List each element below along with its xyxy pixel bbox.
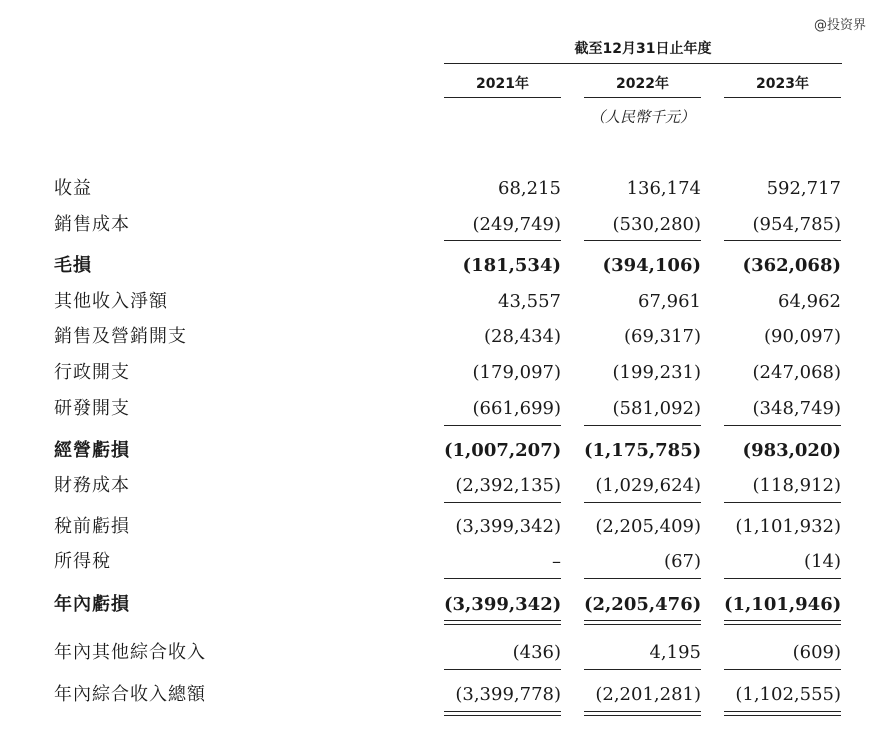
- subtotal-rule: [444, 502, 561, 503]
- value-2022: 67,961: [638, 291, 701, 312]
- subtotal-rule: [444, 669, 561, 670]
- period-rule: [444, 63, 842, 64]
- row-label: 所得稅: [54, 551, 115, 572]
- value-2021: (2,392,135): [455, 475, 561, 496]
- table-row-total-comprehensive-income: [0, 680, 888, 710]
- year-2023-header: 2023年: [756, 76, 809, 92]
- subtotal-rule: [444, 578, 561, 579]
- subtotal-rule: [584, 240, 701, 241]
- value-2023: (247,068): [752, 362, 841, 383]
- total-double-rule: [724, 620, 841, 625]
- subtotal-rule: [724, 578, 841, 579]
- total-double-rule: [444, 711, 561, 716]
- value-2023: 64,962: [778, 291, 841, 312]
- value-2021: (3,399,342): [455, 516, 561, 537]
- value-2022: (199,231): [612, 362, 701, 383]
- value-2021: 43,557: [498, 291, 561, 312]
- value-2023: (348,749): [752, 398, 841, 419]
- value-2022: (69,317): [623, 326, 701, 347]
- year-rule: [444, 97, 561, 98]
- value-2021: 68,215: [498, 178, 561, 199]
- subtotal-rule: [584, 578, 701, 579]
- subtotal-rule: [584, 669, 701, 670]
- value-2021: (3,399,778): [455, 684, 561, 705]
- row-label: 稅前虧損: [54, 516, 134, 537]
- subtotal-rule: [444, 240, 561, 241]
- table-row-income-tax: [0, 547, 888, 577]
- subtotal-rule: [444, 425, 561, 426]
- value-2021: (179,097): [472, 362, 561, 383]
- subtotal-rule: [724, 425, 841, 426]
- total-double-rule: [584, 620, 701, 625]
- total-double-rule: [584, 711, 701, 716]
- value-2022: (581,092): [612, 398, 701, 419]
- row-label: 收益: [54, 178, 96, 199]
- value-2021: (181,534): [462, 255, 561, 276]
- total-double-rule: [444, 620, 561, 625]
- value-2022: (394,106): [602, 255, 701, 276]
- row-label: 其他收入淨額: [54, 291, 172, 312]
- value-2023: (90,097): [763, 326, 841, 347]
- year-2022-header: 2022年: [616, 76, 669, 92]
- value-2022: (1,175,785): [584, 440, 702, 461]
- row-label: 行政開支: [54, 362, 134, 383]
- value-2021: (3,399,342): [444, 594, 562, 615]
- table-row-selling-expenses: [0, 322, 888, 352]
- row-label: 銷售及營銷開支: [54, 326, 191, 347]
- year-rule: [724, 97, 841, 98]
- table-row-cost-of-sales: [0, 210, 888, 240]
- table-row-admin-expenses: [0, 358, 888, 388]
- year-2021-header: 2021年: [476, 76, 529, 92]
- value-2022: 136,174: [626, 178, 701, 199]
- value-2022: (1,029,624): [595, 475, 701, 496]
- subtotal-rule: [724, 240, 841, 241]
- value-2023: (1,102,555): [735, 684, 841, 705]
- table-row-loss-before-tax: [0, 512, 888, 542]
- value-2023: (983,020): [742, 440, 841, 461]
- subtotal-rule: [584, 425, 701, 426]
- table-row-revenue: [0, 174, 888, 204]
- table-row-finance-costs: [0, 471, 888, 501]
- value-2022: (2,205,409): [595, 516, 701, 537]
- row-label: 年內綜合收入總額: [54, 684, 210, 705]
- table-row-operating-loss: [0, 436, 888, 466]
- subtotal-rule: [724, 669, 841, 670]
- value-2022: (2,201,281): [595, 684, 701, 705]
- value-2022: 4,195: [649, 642, 701, 663]
- value-2023: 592,717: [766, 178, 841, 199]
- period-header: 截至12月31日止年度: [574, 41, 712, 57]
- row-label: 財務成本: [54, 475, 134, 496]
- table-row-rnd-expenses: [0, 394, 888, 424]
- value-2023: (609): [792, 642, 841, 663]
- value-2021: (661,699): [472, 398, 561, 419]
- value-2022: (2,205,476): [584, 594, 702, 615]
- value-2021: (436): [512, 642, 561, 663]
- value-2021: (28,434): [483, 326, 561, 347]
- row-label: 研發開支: [54, 398, 134, 419]
- row-label: 年內虧損: [54, 594, 134, 615]
- table-row-other-comprehensive-income: [0, 638, 888, 668]
- table-row-loss-for-year: [0, 590, 888, 620]
- value-2023: (1,101,932): [735, 516, 841, 537]
- total-double-rule: [724, 711, 841, 716]
- watermark: @投资界: [813, 18, 866, 33]
- row-label: 銷售成本: [54, 214, 134, 235]
- row-label: 毛損: [54, 255, 96, 276]
- table-row-gross-loss: [0, 251, 888, 281]
- value-2021: (1,007,207): [444, 440, 562, 461]
- row-label: 經營虧損: [54, 440, 134, 461]
- unit-label: （人民幣千元）: [589, 108, 695, 126]
- value-2023: (1,101,946): [724, 594, 842, 615]
- table-row-other-income: [0, 287, 888, 317]
- value-2023: (118,912): [752, 475, 841, 496]
- value-2022: (530,280): [612, 214, 701, 235]
- year-rule: [584, 97, 701, 98]
- subtotal-rule: [584, 502, 701, 503]
- value-2023: (954,785): [752, 214, 841, 235]
- subtotal-rule: [724, 502, 841, 503]
- value-2021: –: [552, 551, 561, 572]
- value-2021: (249,749): [472, 214, 561, 235]
- value-2023: (14): [804, 551, 841, 572]
- value-2023: (362,068): [742, 255, 841, 276]
- row-label: 年內其他綜合收入: [54, 642, 210, 663]
- value-2022: (67): [664, 551, 701, 572]
